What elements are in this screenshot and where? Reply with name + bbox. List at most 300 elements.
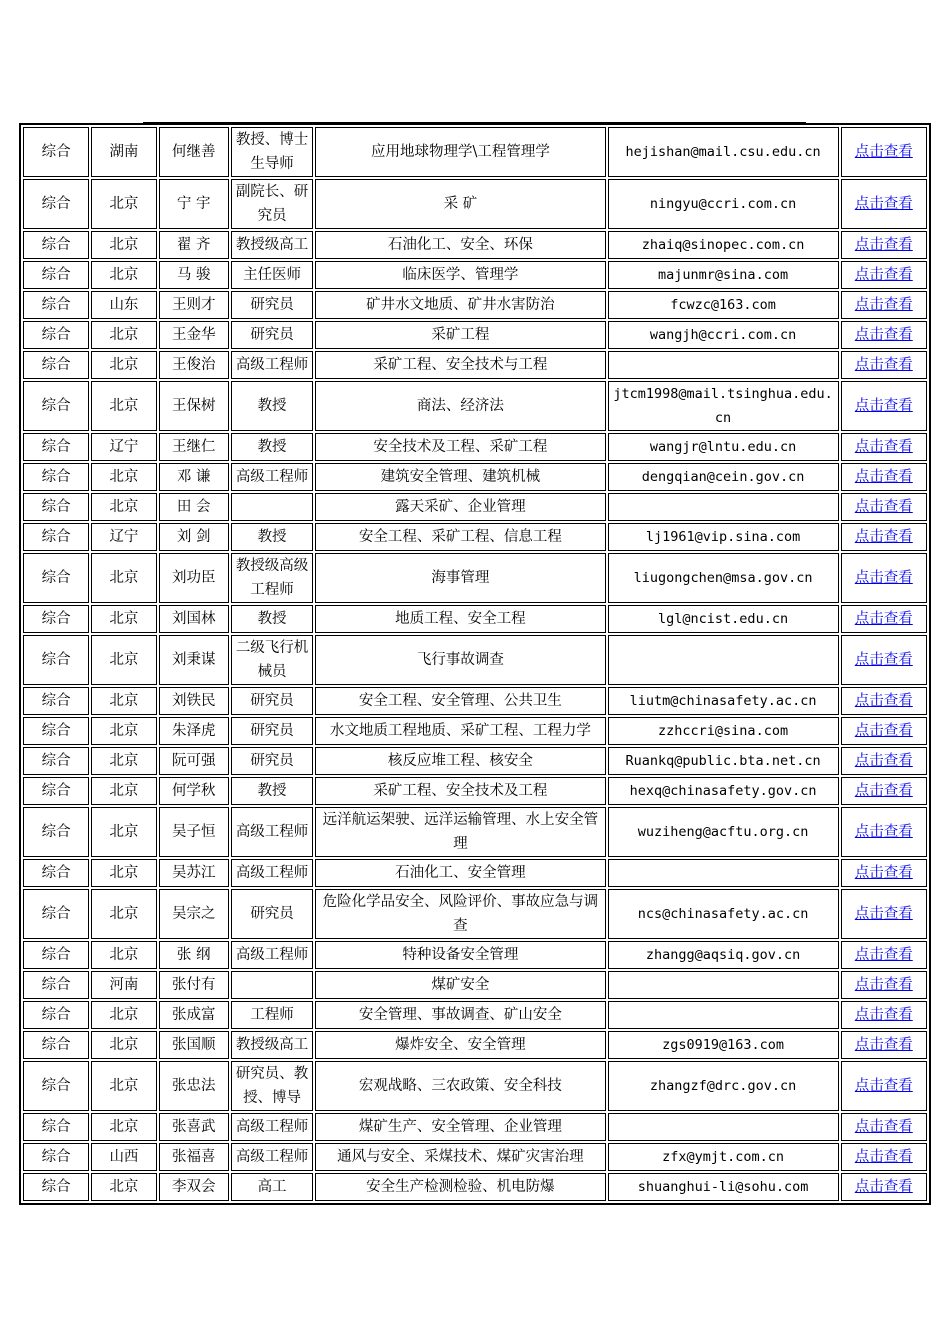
region-cell <box>91 231 156 259</box>
title-text: 教授级高级工程师 <box>235 558 309 598</box>
region-text: 北京 <box>109 947 139 963</box>
category-cell <box>23 179 89 229</box>
name-text: 朱泽虎 <box>171 723 216 739</box>
name-cell <box>159 971 229 999</box>
name-cell <box>159 523 229 551</box>
email-text[interactable]: dengqian@cein.gov.cn <box>641 469 805 485</box>
email-text[interactable]: ncs@chinasafety.ac.cn <box>637 906 809 922</box>
title-text: 教授 <box>257 439 287 455</box>
title-text: 教授 <box>257 783 287 799</box>
name-cell <box>159 941 229 969</box>
region-text: 北京 <box>109 469 139 485</box>
view-link-cell <box>841 859 927 887</box>
field-text: 飞行事故调查 <box>416 652 504 668</box>
region-cell <box>91 971 156 999</box>
table-body <box>23 127 927 1201</box>
region-text: 北京 <box>109 196 139 212</box>
table-row <box>23 463 927 491</box>
field-text: 应用地球物理学\工程管理学 <box>370 144 550 160</box>
table-row <box>23 1061 927 1111</box>
name-cell <box>159 291 229 319</box>
category-text: 综合 <box>41 1007 71 1023</box>
email-text[interactable]: liugongchen@msa.gov.cn <box>633 570 813 586</box>
field-text: 安全技术及工程、采矿工程 <box>373 439 548 455</box>
view-details-link[interactable]: 点击查看 <box>854 1078 913 1094</box>
region-text: 北京 <box>109 753 139 769</box>
field-cell <box>315 321 605 349</box>
region-text: 湖南 <box>109 144 139 160</box>
view-link-cell <box>841 1031 927 1059</box>
name-text: 刘秉谋 <box>171 652 216 668</box>
table-row <box>23 1113 927 1141</box>
view-details-link[interactable]: 点击查看 <box>854 357 913 373</box>
table-row <box>23 127 927 177</box>
region-cell <box>91 433 156 461</box>
name-text: 阮可强 <box>171 753 216 769</box>
email-cell <box>608 635 839 685</box>
name-text: 刘功臣 <box>171 570 216 586</box>
region-text: 北京 <box>109 611 139 627</box>
title-cell <box>231 687 313 715</box>
title-cell <box>231 261 313 289</box>
category-cell <box>23 127 89 177</box>
view-details-link[interactable]: 点击查看 <box>854 824 913 840</box>
view-link-cell <box>841 1143 927 1171</box>
email-cell <box>608 1001 839 1029</box>
view-link-cell <box>841 1061 927 1111</box>
view-link-cell <box>841 291 927 319</box>
title-cell <box>231 381 313 431</box>
name-text: 马 骏 <box>176 267 211 283</box>
field-cell <box>315 1173 605 1201</box>
view-details-link[interactable]: 点击查看 <box>854 327 913 343</box>
category-text: 综合 <box>41 144 71 160</box>
view-link-cell <box>841 493 927 521</box>
title-cell <box>231 889 313 939</box>
email-cell <box>608 381 839 431</box>
name-text: 张成富 <box>171 1007 216 1023</box>
email-text[interactable]: lgl@ncist.edu.cn <box>658 611 789 627</box>
region-text: 北京 <box>109 327 139 343</box>
field-text: 临床医学、管理学 <box>402 267 519 283</box>
name-cell <box>159 1173 229 1201</box>
field-cell <box>315 889 605 939</box>
view-details-link[interactable]: 点击查看 <box>854 906 913 922</box>
name-cell <box>159 261 229 289</box>
email-cell <box>608 321 839 349</box>
table-row <box>23 1173 927 1201</box>
view-details-link[interactable]: 点击查看 <box>854 783 913 799</box>
category-text: 综合 <box>41 947 71 963</box>
region-cell <box>91 1031 156 1059</box>
view-details-link[interactable]: 点击查看 <box>854 652 913 668</box>
view-link-cell <box>841 971 927 999</box>
region-cell <box>91 179 156 229</box>
category-text: 综合 <box>41 327 71 343</box>
category-cell <box>23 433 89 461</box>
title-cell <box>231 179 313 229</box>
field-cell <box>315 553 605 603</box>
email-text[interactable]: jtcm1998@mail.tsinghua.edu.cn <box>613 386 833 426</box>
title-text: 研究员、教授、博导 <box>235 1066 309 1106</box>
email-text[interactable]: wangjh@ccri.com.cn <box>649 327 797 343</box>
view-link-cell <box>841 261 927 289</box>
region-text: 河南 <box>109 977 139 993</box>
email-cell <box>608 859 839 887</box>
title-text: 研究员 <box>250 723 294 739</box>
email-cell <box>608 1113 839 1141</box>
category-cell <box>23 1061 89 1111</box>
name-text: 田 会 <box>176 499 211 515</box>
title-text: 研究员 <box>250 906 294 922</box>
category-cell <box>23 231 89 259</box>
region-cell <box>91 1143 156 1171</box>
field-text: 煤矿生产、安全管理、企业管理 <box>358 1119 562 1135</box>
name-cell <box>159 321 229 349</box>
name-cell <box>159 859 229 887</box>
field-cell <box>315 717 605 745</box>
view-details-link[interactable]: 点击查看 <box>854 693 913 709</box>
title-cell <box>231 1113 313 1141</box>
title-text: 教授级高工 <box>235 1037 309 1053</box>
view-details-link[interactable]: 点击查看 <box>854 267 913 283</box>
category-text: 综合 <box>41 529 71 545</box>
field-text: 特种设备安全管理 <box>402 947 519 963</box>
email-text[interactable]: zgs0919@163.com <box>662 1037 785 1053</box>
title-cell <box>231 605 313 633</box>
table-row <box>23 433 927 461</box>
name-text: 吴苏江 <box>171 865 216 881</box>
email-text[interactable]: shuanghui-li@sohu.com <box>637 1179 809 1195</box>
category-text: 综合 <box>41 723 71 739</box>
view-details-link[interactable]: 点击查看 <box>854 439 913 455</box>
field-text: 通风与安全、采煤技术、煤矿灾害治理 <box>337 1149 584 1165</box>
region-cell <box>91 777 156 805</box>
region-cell <box>91 1061 156 1111</box>
field-cell <box>315 433 605 461</box>
email-cell <box>608 1173 839 1201</box>
email-cell <box>608 351 839 379</box>
field-cell <box>315 1001 605 1029</box>
name-cell <box>159 493 229 521</box>
category-text: 综合 <box>41 1179 71 1195</box>
view-details-link[interactable]: 点击查看 <box>854 144 913 160</box>
field-cell <box>315 523 605 551</box>
title-text: 高级工程师 <box>235 1119 309 1135</box>
name-cell <box>159 1031 229 1059</box>
view-details-link[interactable]: 点击查看 <box>854 1037 913 1053</box>
category-cell <box>23 321 89 349</box>
category-text: 综合 <box>41 439 71 455</box>
field-cell <box>315 463 605 491</box>
field-text: 煤矿安全 <box>431 977 490 993</box>
category-cell <box>23 1031 89 1059</box>
category-text: 综合 <box>41 1078 71 1094</box>
title-text: 教授 <box>257 611 287 627</box>
email-text[interactable]: wuziheng@acftu.org.cn <box>637 824 809 840</box>
table-row <box>23 231 927 259</box>
view-link-cell <box>841 523 927 551</box>
email-text[interactable]: hexq@chinasafety.gov.cn <box>629 783 817 799</box>
category-cell <box>23 635 89 685</box>
title-text: 工程师 <box>250 1007 294 1023</box>
title-cell <box>231 1031 313 1059</box>
title-text: 研究员 <box>250 327 294 343</box>
email-text[interactable]: zhaiq@sinopec.com.cn <box>641 237 805 253</box>
field-cell <box>315 261 605 289</box>
email-text[interactable]: Ruankq@public.bta.net.cn <box>625 753 821 769</box>
region-cell <box>91 635 156 685</box>
title-cell <box>231 321 313 349</box>
field-text: 远洋航运架驶、远洋运输管理、水上安全管理 <box>322 812 599 852</box>
region-cell <box>91 807 156 857</box>
region-text: 北京 <box>109 652 139 668</box>
title-cell <box>231 1173 313 1201</box>
view-details-link[interactable]: 点击查看 <box>854 499 913 515</box>
name-cell <box>159 1143 229 1171</box>
field-cell <box>315 1061 605 1111</box>
category-text: 综合 <box>41 469 71 485</box>
view-link-cell <box>841 889 927 939</box>
category-cell <box>23 261 89 289</box>
email-text[interactable]: zhangg@aqsiq.gov.cn <box>645 947 801 963</box>
view-details-link[interactable]: 点击查看 <box>854 1179 913 1195</box>
category-text: 综合 <box>41 783 71 799</box>
title-text: 高级工程师 <box>235 824 309 840</box>
name-cell <box>159 381 229 431</box>
email-cell <box>608 433 839 461</box>
title-cell <box>231 717 313 745</box>
region-text: 北京 <box>109 783 139 799</box>
region-cell <box>91 291 156 319</box>
region-text: 北京 <box>109 357 139 373</box>
table-row <box>23 1001 927 1029</box>
name-text: 翟 齐 <box>176 237 211 253</box>
title-cell <box>231 635 313 685</box>
view-details-link[interactable]: 点击查看 <box>854 1119 913 1135</box>
title-text: 二级飞行机械员 <box>235 640 309 680</box>
field-cell <box>315 1113 605 1141</box>
email-text[interactable]: wangjr@lntu.edu.cn <box>649 439 797 455</box>
category-cell <box>23 717 89 745</box>
expert-table-frame <box>19 123 931 1205</box>
name-text: 张付有 <box>171 977 216 993</box>
name-text: 何继善 <box>171 144 216 160</box>
name-text: 张喜武 <box>171 1119 216 1135</box>
region-text: 北京 <box>109 906 139 922</box>
table-row <box>23 889 927 939</box>
email-cell <box>608 971 839 999</box>
title-cell <box>231 747 313 775</box>
name-text: 刘铁民 <box>171 693 216 709</box>
title-cell <box>231 523 313 551</box>
field-cell <box>315 1031 605 1059</box>
view-details-link[interactable]: 点击查看 <box>854 865 913 881</box>
region-text: 北京 <box>109 570 139 586</box>
category-text: 综合 <box>41 237 71 253</box>
category-text: 综合 <box>41 1149 71 1165</box>
view-details-link[interactable]: 点击查看 <box>854 570 913 586</box>
email-cell <box>608 553 839 603</box>
view-details-link[interactable]: 点击查看 <box>854 469 913 485</box>
category-cell <box>23 291 89 319</box>
category-cell <box>23 859 89 887</box>
name-cell <box>159 747 229 775</box>
view-link-cell <box>841 777 927 805</box>
view-link-cell <box>841 717 927 745</box>
view-details-link[interactable]: 点击查看 <box>854 1007 913 1023</box>
view-link-cell <box>841 605 927 633</box>
table-row <box>23 1031 927 1059</box>
name-text: 王则才 <box>171 297 216 313</box>
email-cell <box>608 493 839 521</box>
region-text: 北京 <box>109 398 139 414</box>
region-text: 北京 <box>109 237 139 253</box>
email-cell <box>608 179 839 229</box>
email-cell <box>608 291 839 319</box>
view-link-cell <box>841 687 927 715</box>
table-row <box>23 523 927 551</box>
field-cell <box>315 941 605 969</box>
region-text: 北京 <box>109 267 139 283</box>
table-row <box>23 351 927 379</box>
email-text[interactable]: ningyu@ccri.com.cn <box>649 196 797 212</box>
table-row <box>23 553 927 603</box>
field-text: 地质工程、安全工程 <box>395 611 526 627</box>
field-text: 采 矿 <box>443 196 478 212</box>
view-details-link[interactable]: 点击查看 <box>854 297 913 313</box>
view-link-cell <box>841 1173 927 1201</box>
view-details-link[interactable]: 点击查看 <box>854 196 913 212</box>
field-text: 安全管理、事故调查、矿山安全 <box>358 1007 562 1023</box>
title-cell <box>231 1061 313 1111</box>
title-cell <box>231 127 313 177</box>
table-row <box>23 179 927 229</box>
name-text: 宁 宇 <box>176 196 211 212</box>
region-cell <box>91 261 156 289</box>
view-details-link[interactable]: 点击查看 <box>854 398 913 414</box>
name-text: 王继仁 <box>171 439 216 455</box>
view-details-link[interactable]: 点击查看 <box>854 1149 913 1165</box>
title-cell <box>231 463 313 491</box>
name-text: 刘国林 <box>171 611 216 627</box>
name-cell <box>159 1001 229 1029</box>
view-link-cell <box>841 433 927 461</box>
region-text: 山西 <box>109 1149 139 1165</box>
region-text: 北京 <box>109 723 139 739</box>
region-cell <box>91 1173 156 1201</box>
view-link-cell <box>841 127 927 177</box>
name-cell <box>159 687 229 715</box>
category-cell <box>23 493 89 521</box>
email-text[interactable]: lj1961@vip.sina.com <box>645 529 801 545</box>
email-text[interactable]: zzhccri@sina.com <box>658 723 789 739</box>
field-text: 宏观战略、三农政策、安全科技 <box>358 1078 562 1094</box>
view-details-link[interactable]: 点击查看 <box>854 723 913 739</box>
field-text: 海事管理 <box>431 570 490 586</box>
field-text: 商法、经济法 <box>416 398 504 414</box>
title-text: 高工 <box>257 1179 287 1195</box>
email-text[interactable]: zhangzf@drc.gov.cn <box>649 1078 797 1094</box>
region-text: 北京 <box>109 693 139 709</box>
expert-table <box>21 125 929 1203</box>
region-text: 辽宁 <box>109 439 139 455</box>
view-details-link[interactable]: 点击查看 <box>854 753 913 769</box>
field-text: 安全工程、安全管理、公共卫生 <box>358 693 562 709</box>
field-cell <box>315 859 605 887</box>
category-text: 综合 <box>41 267 71 283</box>
view-details-link[interactable]: 点击查看 <box>854 529 913 545</box>
table-row <box>23 321 927 349</box>
view-details-link[interactable]: 点击查看 <box>854 947 913 963</box>
region-cell <box>91 1001 156 1029</box>
title-text: 高级工程师 <box>235 1149 309 1165</box>
table-row <box>23 747 927 775</box>
field-text: 核反应堆工程、核安全 <box>387 753 533 769</box>
email-text[interactable]: majunmr@sina.com <box>658 267 789 283</box>
view-link-cell <box>841 381 927 431</box>
name-text: 王俊治 <box>171 357 216 373</box>
email-text[interactable]: hejishan@mail.csu.edu.cn <box>625 144 821 160</box>
name-cell <box>159 635 229 685</box>
name-text: 李双会 <box>171 1179 216 1195</box>
field-cell <box>315 971 605 999</box>
email-text[interactable]: fcwzc@163.com <box>670 297 776 313</box>
category-cell <box>23 971 89 999</box>
region-text: 北京 <box>109 1037 139 1053</box>
email-cell <box>608 807 839 857</box>
category-cell <box>23 1113 89 1141</box>
view-link-cell <box>841 231 927 259</box>
view-details-link[interactable]: 点击查看 <box>854 611 913 627</box>
region-cell <box>91 1113 156 1141</box>
table-row <box>23 777 927 805</box>
view-link-cell <box>841 747 927 775</box>
field-cell <box>315 291 605 319</box>
region-cell <box>91 351 156 379</box>
field-cell <box>315 231 605 259</box>
region-text: 山东 <box>109 297 139 313</box>
region-cell <box>91 493 156 521</box>
category-text: 综合 <box>41 977 71 993</box>
view-details-link[interactable]: 点击查看 <box>854 237 913 253</box>
email-text[interactable]: zfx@ymjt.com.cn <box>662 1149 785 1165</box>
region-text: 北京 <box>109 865 139 881</box>
region-cell <box>91 717 156 745</box>
category-text: 综合 <box>41 1119 71 1135</box>
category-cell <box>23 523 89 551</box>
region-text: 北京 <box>109 1007 139 1023</box>
table-row <box>23 687 927 715</box>
email-cell <box>608 717 839 745</box>
field-cell <box>315 605 605 633</box>
field-cell <box>315 381 605 431</box>
email-cell <box>608 605 839 633</box>
field-cell <box>315 777 605 805</box>
email-text[interactable]: liutm@chinasafety.ac.cn <box>629 693 817 709</box>
view-details-link[interactable]: 点击查看 <box>854 977 913 993</box>
region-cell <box>91 127 156 177</box>
title-cell <box>231 777 313 805</box>
category-cell <box>23 463 89 491</box>
view-link-cell <box>841 941 927 969</box>
region-cell <box>91 381 156 431</box>
field-text: 石油化工、安全、环保 <box>387 237 533 253</box>
table-row <box>23 971 927 999</box>
region-cell <box>91 321 156 349</box>
table-row <box>23 807 927 857</box>
email-cell <box>608 1031 839 1059</box>
